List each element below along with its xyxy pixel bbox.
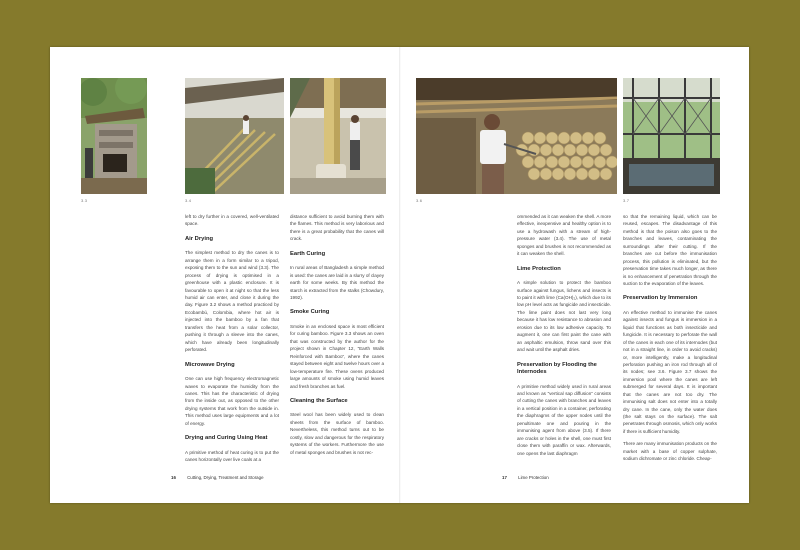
section-heading: Air Drying [185, 235, 214, 242]
caption-number: 3.3 [81, 198, 88, 203]
paragraph: The simplest method to dry the canes is to arrange them in a form similar to a tripod, exposing them to the sun and wind (3.3). The process of drying is optimised in a greenhouse with a plastic enclosure. It is favourable to open it at night so that the less humid air can enter, and close it during the day. Figure 3.2 shows a method practiced by Ecobambú, Colombia, where hot air is injected into the bamboo by a fan that transfers the heat from a solar collector, pushing it through a sleeve into the canes, which have already been longitudinally perforated. [185, 250, 279, 353]
caption-number: 3.7 [623, 198, 630, 203]
photo-washing-canes [185, 78, 284, 194]
book-spread [50, 47, 749, 503]
paragraph: A primitive method widely used in rural areas and known as “vertical sap diffusion” consists of cutting the canes with branches and leaves in a vertical position in a container, perforating the diaphragms of the upper nodes until the penultimate one and pouring in the immunising agent from above (3.5). If there are cracks or holes in the shell, one must first close them with paraffin or wax. Afterwards, one opens the last diaphragm [517, 383, 611, 456]
paragraph: There are many immunisation products on the market with a base of copper sulphate, sodium dichromate or zinc chloride. Cheap- [623, 441, 717, 462]
paragraph: distance sufficient to avoid burning them with the flames. This method is very laborious and there is a great probability that the canes will crack. [290, 214, 384, 242]
section-heading: Drying and Curing Using Heat [185, 435, 268, 442]
section-heading: Cleaning the Surface [290, 397, 348, 404]
paragraph: left to dry further in a covered, well-ventilated space. [185, 214, 279, 227]
paragraph: ommended as it can weaken the shell. A more effective, inexpensive and healthy option is to use a hydrowash with a stream of high-pressure water (3.4). The use of metal sponges and brushes is not recommended as it can weaken the shell. [517, 214, 611, 257]
caption-number: 3.6 [416, 198, 423, 203]
section-heading: Smoke Curing [290, 309, 330, 316]
section-heading: Preservation by Flooding the Internodes [517, 361, 597, 376]
right-page-column-1 [517, 213, 611, 462]
photo-vertical-sap [290, 78, 386, 194]
photo-perforating-canes [416, 78, 617, 194]
section-heading: Lime Protection [517, 265, 561, 272]
section-heading: Microwave Drying [185, 361, 235, 368]
paragraph: so that the remaining liquid, which can be reused, escapes. The disadvantage of this method is that the poison also goes to the branches and leaves, contaminating the surroundings after their cutting. If the branches are cut before the immunisation process, this pollution is eliminated, but the preservation time takes much longer, as there is no enhancement of penetration through the suction to the evaporation of the leaves. [623, 214, 717, 286]
right-page-folio [502, 475, 549, 480]
right-page-column-2 [623, 213, 717, 468]
paragraph: An effective method to immunise the canes against insects and fungus is immersion in a liquid that functions as both insecticide and fungicide. It is necessary to perforate the wall of the canes in each one of its internodes (but not in a straight line, in order to avoid cracks) or, more intelligently, make a longitudinal perforation pushing an iron rod through all of its nodes; see 3.6. Figure 3.7 shows the immersion pool where the canes are left submerged for several days. It is important that the canes are not too dry. The immunising salt does not enter into a totally dry cane. In the cane, only the water does (the salt stays on the surface). The salt penetrates through osmosis, which only works if there is sufficient humidity. [623, 309, 717, 434]
left-page-folio [171, 475, 264, 480]
section-heading: Preservation by Immersion [623, 295, 698, 302]
paragraph: A primitive method of heat curing is to put the canes horizontally over live coals at a [185, 449, 279, 463]
paragraph: A simple solution to protect the bamboo surface against fungus, lichens and insects is to paint it with lime (Ca(OH)₂), which due to its low pH level acts as fungicide and insecticide. The lime paint does not last very long because it has low resistance to abrasion and erosion due to its low adhesive capacity. To augment it, one can first paint the cane with an asphaltic emulsion, throw sand over this and wait until the asphalt dries. [517, 280, 611, 353]
paragraph: One can use high frequency electromagnetic waves to evaporate the humidity from the canes. This has the characteristic of drying from the inside out, as opposed to the other drying systems that work from the outside in. This method uses large equipments and a lot of energy. [185, 376, 279, 426]
running-title: Lime Protection [518, 475, 549, 480]
left-page-column-1 [185, 213, 279, 469]
running-title: Cutting, Drying, Treatment and Storage [187, 475, 264, 480]
page-number: 16 [171, 475, 176, 480]
left-page-column-2 [290, 213, 384, 461]
photo-immersion-pool [623, 78, 720, 194]
page-number: 17 [502, 475, 507, 480]
section-heading: Earth Curing [290, 250, 326, 257]
paragraph: In rural areas of Bangladesh a simple method is used: the canes are laid in a slurry of clayey earth for some weeks. By this method the starch is extracted from the stalks (Chowdury, 1992). [290, 265, 384, 301]
caption-number: 3.4 [185, 198, 192, 203]
book-gutter [399, 47, 401, 503]
paragraph: Steel wool has been widely used to clean sheets from the surface of bamboo. Nevertheless, this method turns out to be costly, slow and dangerous for the respiratory systems of the workers. Furthermore the use of metal sponges and brushes is not rec- [290, 412, 384, 455]
paragraph: Smoke in an enclosed space is most efficient for curing bamboo. Figure 3.3 shows an oven that was constructed by the author for the project shown in Chapter 12, “Earth Walls Reinforced with Bamboo”, where the canes stayed between eight and twelve hours over a low-temperature fire. These ovens produced large amounts of smoke using humid leaves and fresh branches as fuel. [290, 324, 384, 389]
photo-smoke-oven [81, 78, 147, 194]
